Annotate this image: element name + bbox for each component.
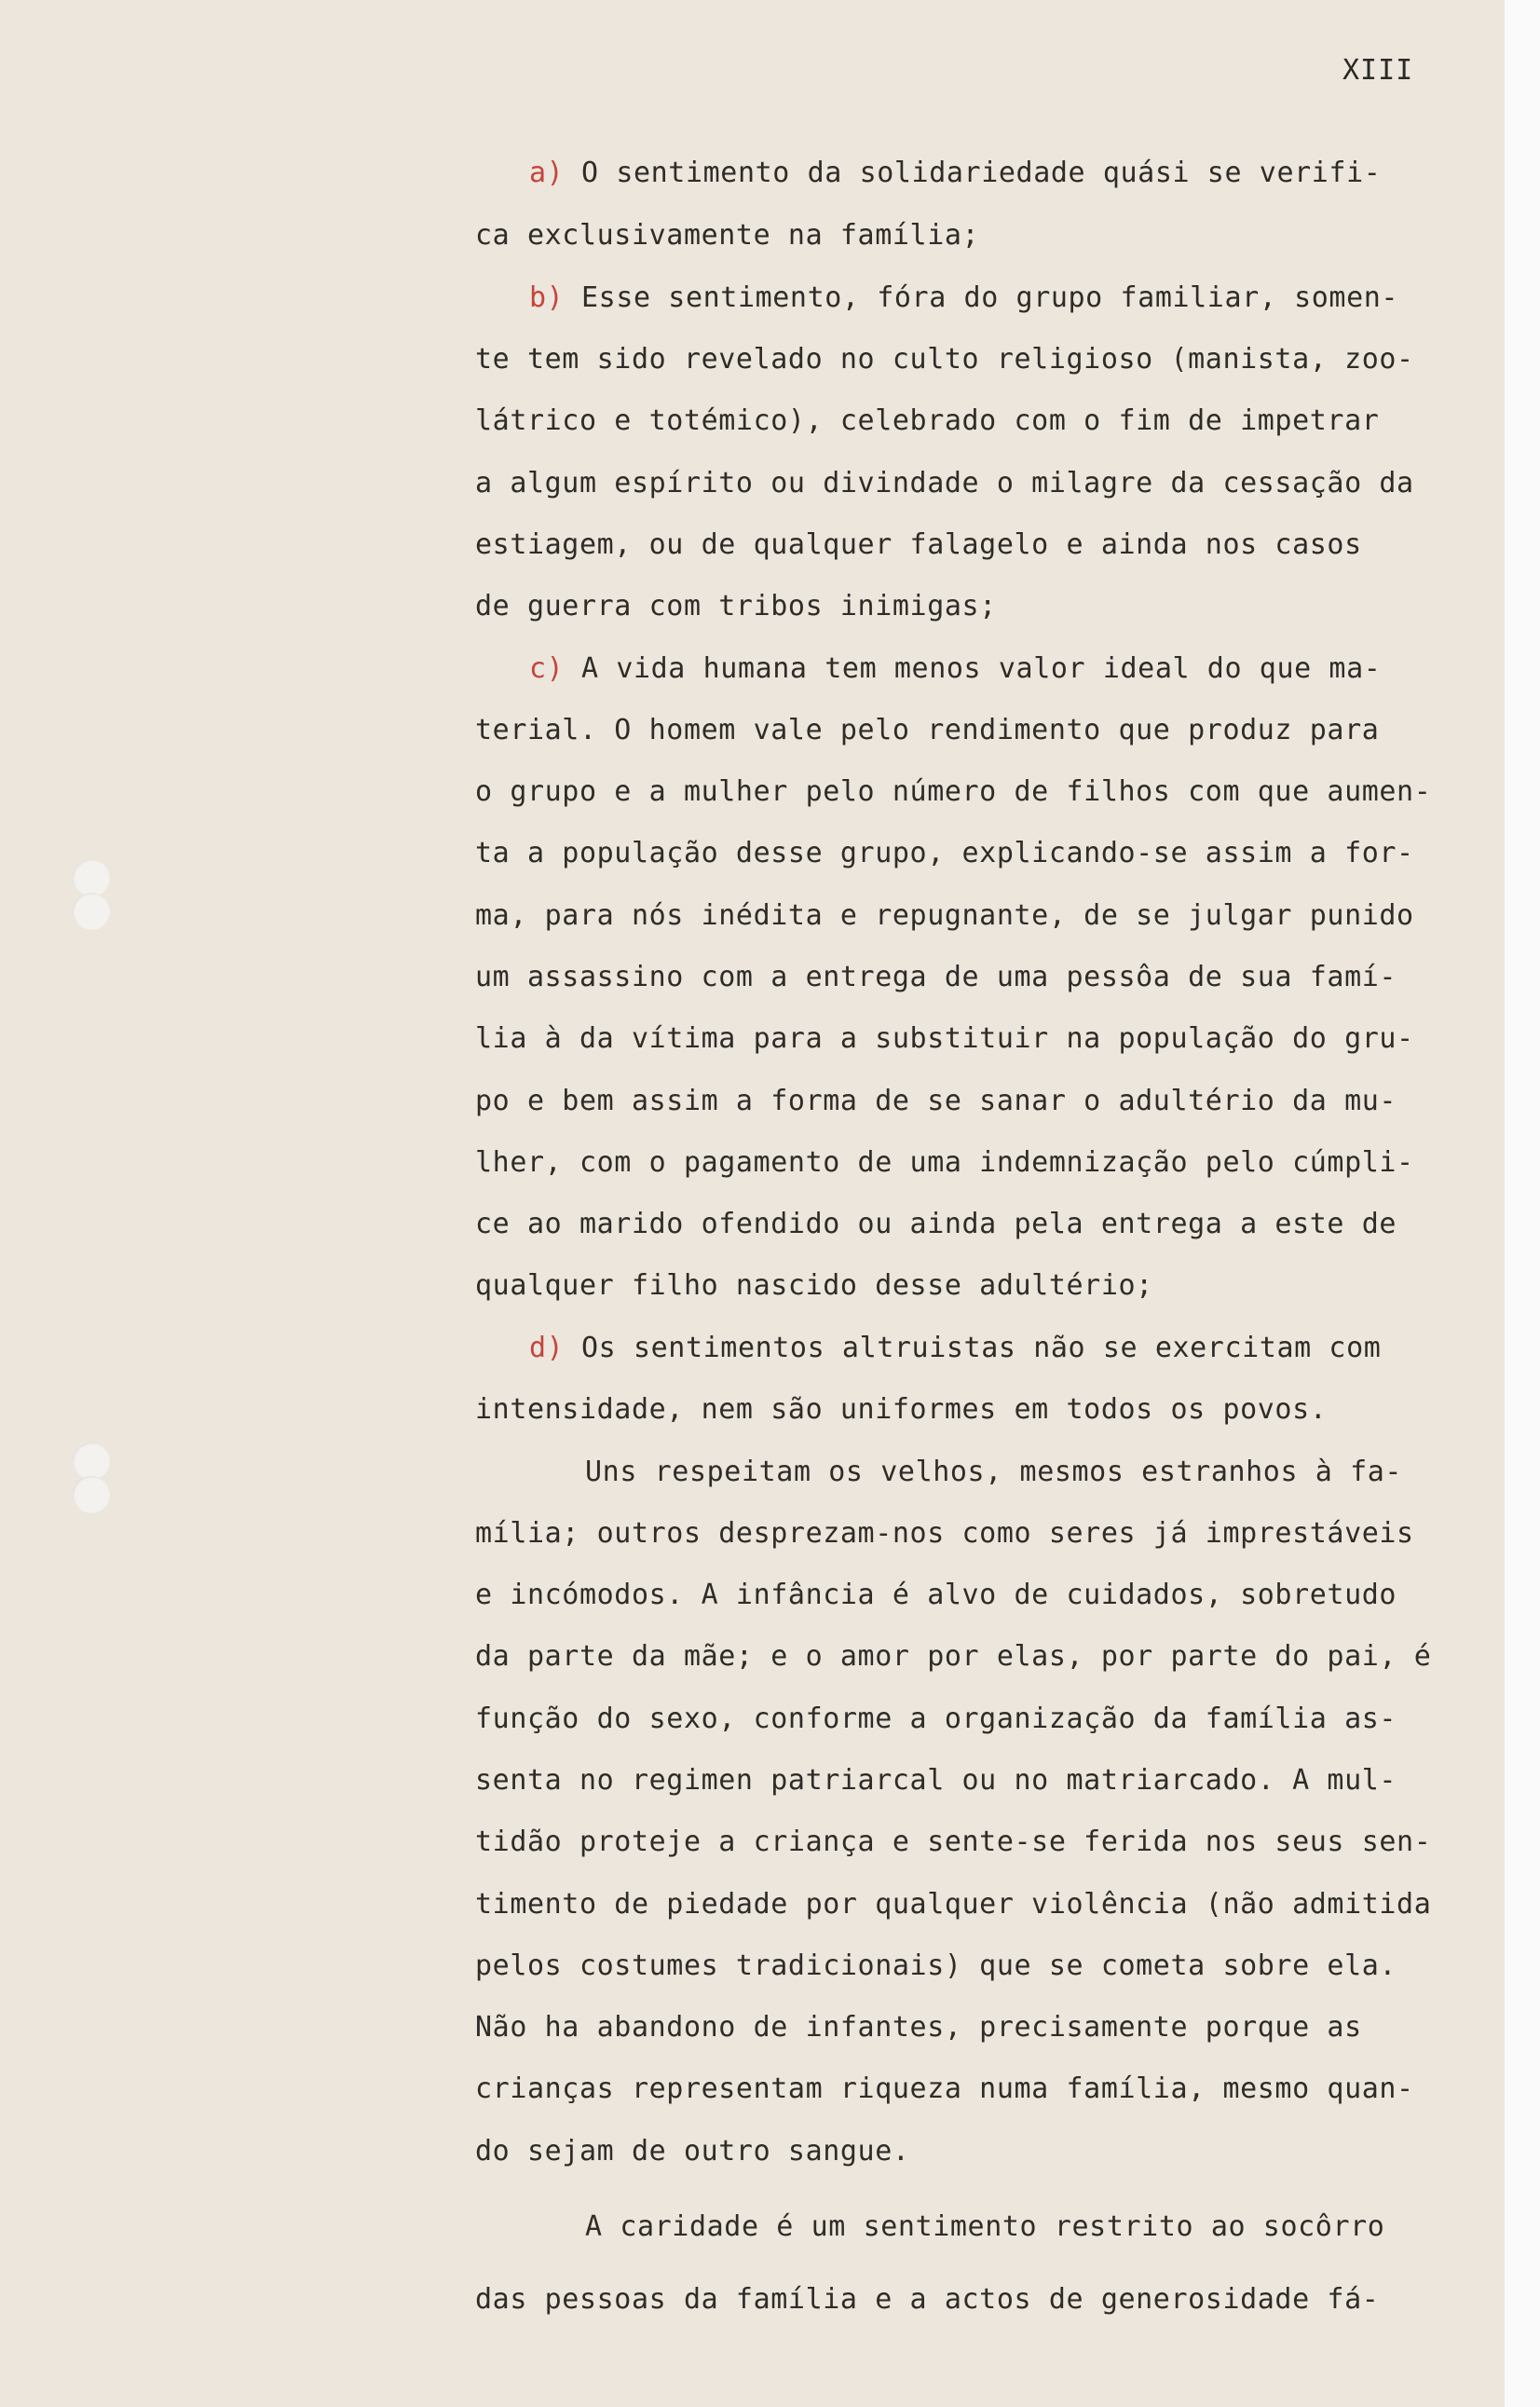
- text-line: Não ha abandono de infantes, precisamente porque as: [475, 2011, 1362, 2044]
- list-marker: a): [529, 157, 565, 189]
- text-line: estiagem, ou de qualquer falagelo e ainda nos casos: [475, 528, 1362, 561]
- punch-hole: [73, 893, 110, 930]
- text-line: A caridade é um sentimento restrito ao socôrro: [585, 2210, 1385, 2243]
- text-line: a algum espírito ou divindade o milagre da cessação da: [475, 467, 1414, 499]
- text-line: um assassino com a entrega de uma pessôa de sua famí-: [475, 961, 1397, 993]
- text-line: mília; outros desprezam-nos como seres já imprestáveis: [475, 1517, 1414, 1550]
- text-line: lher, com o pagamento de uma indemnização pelo cúmpli-: [475, 1146, 1414, 1179]
- text-line: po e bem assim a forma de se sanar o adultério da mu-: [475, 1085, 1397, 1117]
- punch-hole: [73, 859, 110, 896]
- text-line: intensidade, nem são uniformes em todos os povos.: [475, 1393, 1328, 1426]
- text-line: ca exclusivamente na família;: [475, 219, 980, 252]
- text-line: lia à da vítima para a substituir na população do gru-: [475, 1022, 1414, 1055]
- list-marker: d): [529, 1332, 565, 1364]
- punch-hole: [73, 1443, 110, 1480]
- text-line: a) O sentimento da solidariedade quási se verifi-: [529, 157, 1382, 189]
- text-line: o grupo e a mulher pelo número de filhos com que aumen-: [475, 775, 1432, 808]
- text-line: terial. O homem vale pelo rendimento que produz para: [475, 714, 1380, 746]
- text-line: qualquer filho nascido desse adultério;: [475, 1269, 1153, 1302]
- page-number: XIII: [1342, 54, 1414, 87]
- text-line: crianças representam riqueza numa família, mesmo quan-: [475, 2072, 1414, 2105]
- text-line: do sejam de outro sangue.: [475, 2135, 910, 2168]
- text-line: ma, para nós inédita e repugnante, de se julgar punido: [475, 899, 1414, 932]
- text-line: ta a população desse grupo, explicando-se assim a for-: [475, 837, 1414, 869]
- list-marker: c): [529, 652, 565, 685]
- text-line: e incómodos. A infância é alvo de cuidados, sobretudo: [475, 1579, 1397, 1611]
- text-line: de guerra com tribos inimigas;: [475, 590, 997, 622]
- text-line: timento de piedade por qualquer violência (não admitida: [475, 1888, 1432, 1921]
- text-line: senta no regimen patriarcal ou no matriarcado. A mul-: [475, 1764, 1397, 1797]
- text-line: das pessoas da família e a actos de generosidade fá-: [475, 2283, 1380, 2316]
- text-line: função do sexo, conforme a organização da família as-: [475, 1703, 1397, 1735]
- text-line: pelos costumes tradicionais) que se cometa sobre ela.: [475, 1949, 1397, 1982]
- text-line: látrico e totémico), celebrado com o fim de impetrar: [475, 404, 1380, 437]
- text-line: da parte da mãe; e o amor por elas, por parte do pai, é: [475, 1640, 1432, 1673]
- text-line: d) Os sentimentos altruistas não se exercitam com: [529, 1332, 1382, 1364]
- punch-hole: [73, 1476, 110, 1513]
- list-marker: b): [529, 281, 565, 314]
- text-line: c) A vida humana tem menos valor ideal do que ma-: [529, 652, 1382, 685]
- text-line: ce ao marido ofendido ou ainda pela entrega a este de: [475, 1208, 1397, 1240]
- page-edge: [1505, 0, 1540, 2407]
- text-line: Uns respeitam os velhos, mesmos estranhos à fa-: [585, 1456, 1403, 1488]
- text-line: b) Esse sentimento, fóra do grupo familiar, somen-: [529, 281, 1399, 314]
- text-line: tidão proteje a criança e sente-se ferida nos seus sen-: [475, 1826, 1432, 1858]
- text-line: te tem sido revelado no culto religioso (manista, zoo-: [475, 343, 1414, 376]
